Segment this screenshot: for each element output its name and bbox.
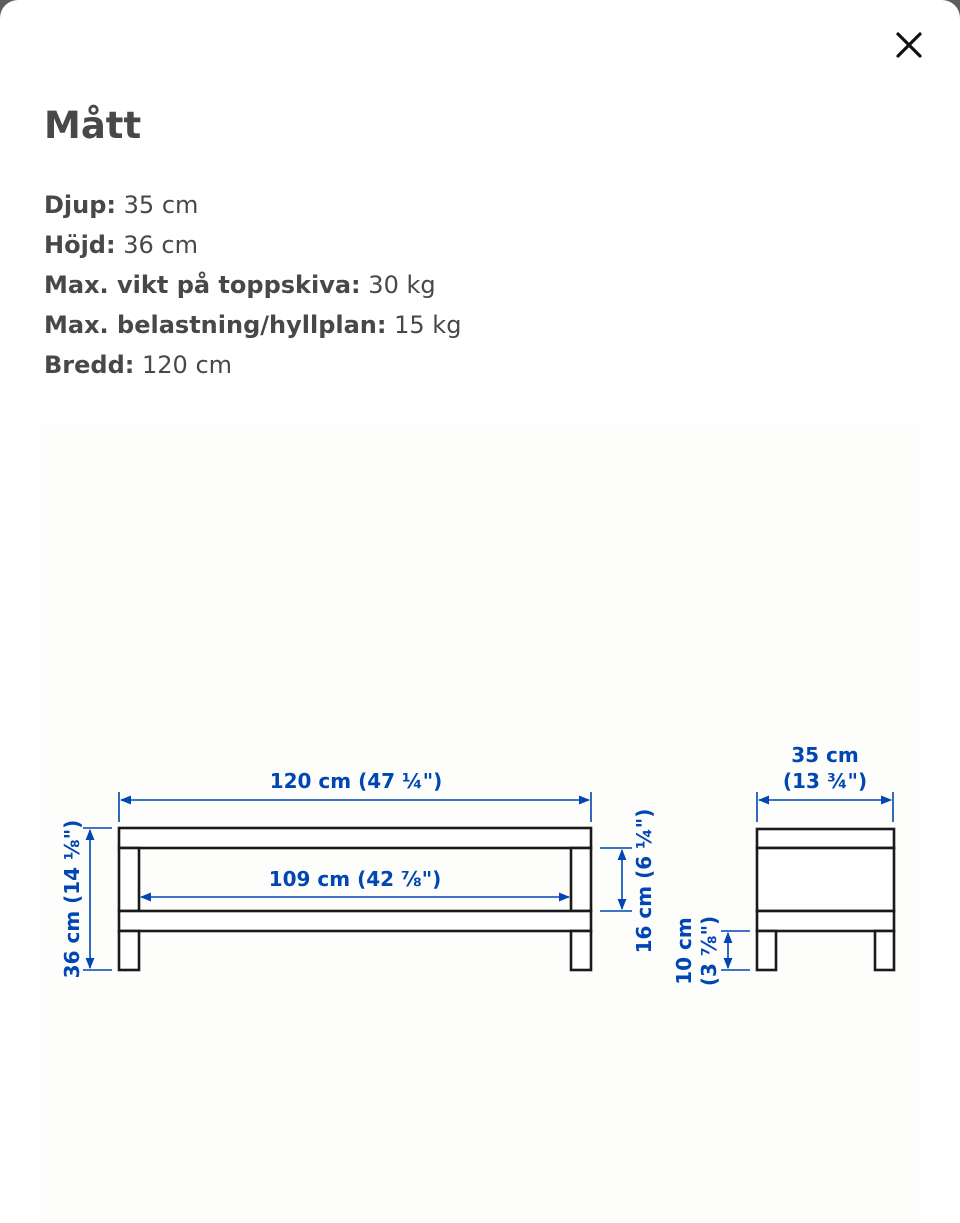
width-dimension	[119, 792, 591, 822]
side-view-table	[757, 829, 894, 970]
clearance-dimension	[721, 931, 750, 970]
depth-label-line1: 35 cm	[791, 743, 859, 767]
clearance-label-line2: (3 ⅞")	[697, 915, 721, 987]
spec-label: Djup:	[44, 191, 117, 219]
spec-value: 30 kg	[368, 271, 436, 299]
spec-value: 120 cm	[142, 351, 233, 379]
depth-dimension	[757, 792, 893, 822]
height-label: 36 cm (14 ⅛")	[60, 819, 84, 979]
height-dimension	[83, 828, 112, 970]
spec-value: 36 cm	[123, 231, 198, 259]
front-view-table	[119, 828, 591, 970]
modal-title: Mått	[44, 104, 142, 147]
spec-label: Max. belastning/hyllplan:	[44, 311, 387, 339]
spec-value: 15 kg	[394, 311, 462, 339]
spec-value: 35 cm	[123, 191, 199, 219]
spec-label: Höjd:	[44, 231, 116, 259]
width-label: 120 cm (47 ¼")	[269, 769, 443, 793]
spec-label: Bredd:	[44, 351, 135, 379]
shelf-gap-label: 16 cm (6 ¼")	[632, 808, 656, 954]
inner-width-label: 109 cm (42 ⅞")	[268, 867, 442, 891]
clearance-label-line1: 10 cm	[672, 917, 696, 985]
depth-label-line2: (13 ¾")	[782, 769, 868, 793]
shelf-gap-dimension	[600, 848, 632, 911]
spec-label: Max. vikt på toppskiva:	[44, 271, 361, 299]
